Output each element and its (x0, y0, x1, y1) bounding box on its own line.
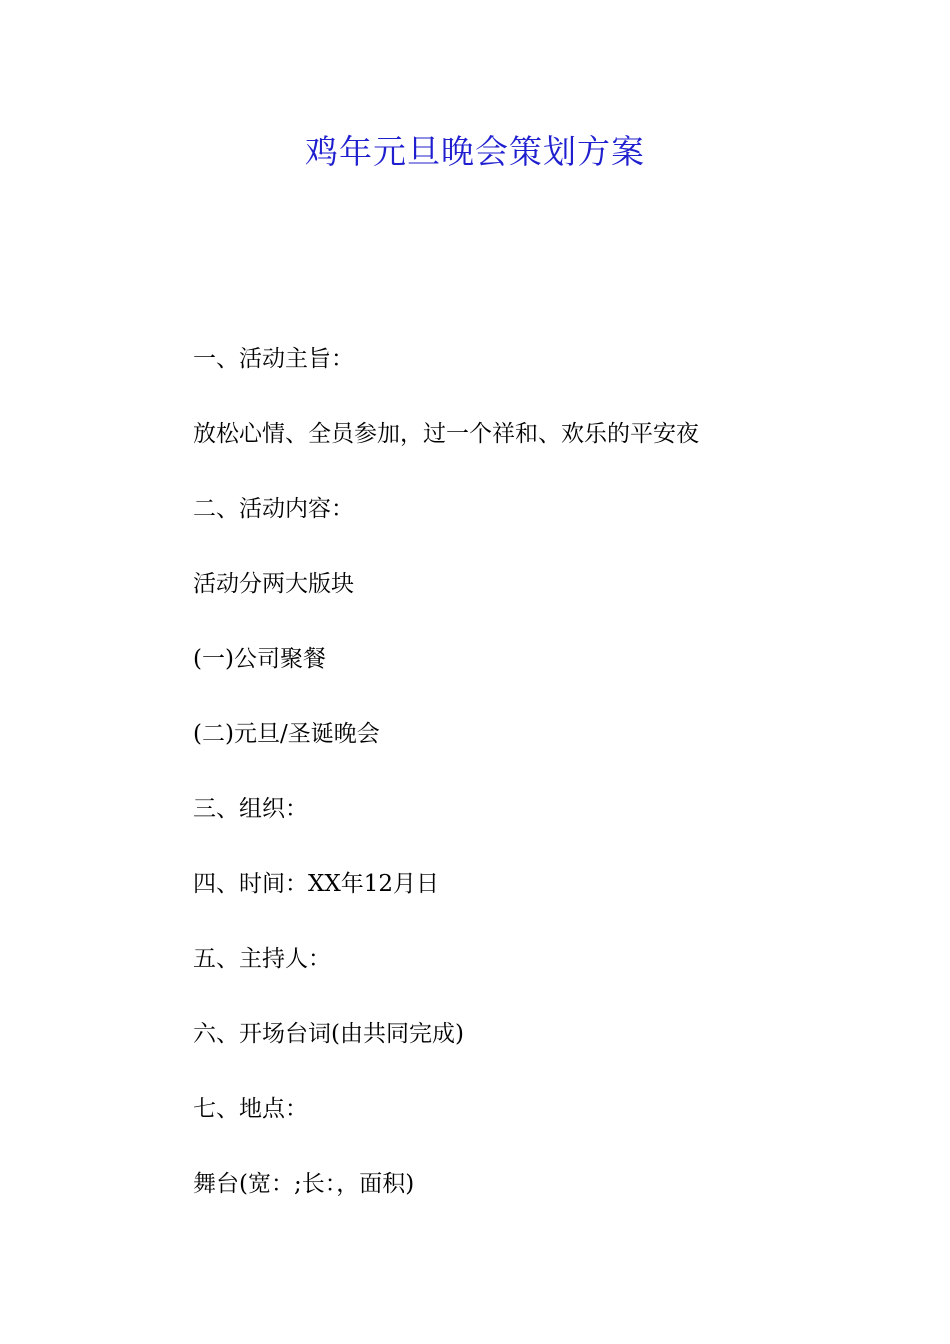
section-heading-time: 四、时间：XX年12月日 (193, 871, 440, 897)
content-item-dinner: (一)公司聚餐 (193, 646, 326, 672)
content-item-party: (二)元旦/圣诞晚会 (193, 721, 380, 747)
stage-text: 舞台(宽：;长：，面积) (193, 1171, 415, 1197)
content-text: 活动分两大版块 (193, 571, 354, 597)
document-title: 鸡年元旦晚会策划方案 (305, 132, 645, 171)
section-heading-host: 五、主持人： (193, 946, 331, 972)
section-heading-location: 七、地点： (193, 1096, 308, 1122)
section-heading-opening-lines: 六、开场台词(由共同完成) (193, 1021, 464, 1047)
document-body (193, 340, 893, 1240)
section-heading-organization: 三、组织： (193, 796, 308, 822)
purpose-text: 放松心情、全员参加，过一个祥和、欢乐的平安夜 (193, 421, 699, 447)
section-heading-content: 二、活动内容： (193, 496, 354, 522)
section-heading-purpose: 一、活动主旨： (193, 346, 354, 372)
